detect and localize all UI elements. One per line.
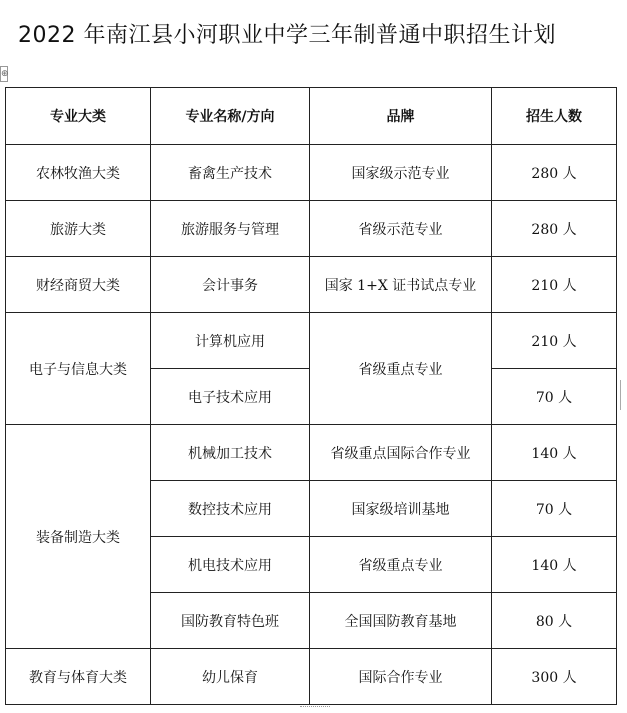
brand-cell: 国家级示范专业 xyxy=(310,145,492,201)
count-cell: 210 人 xyxy=(492,257,617,313)
category-cell: 旅游大类 xyxy=(6,201,151,257)
major-cell: 数控技术应用 xyxy=(151,481,310,537)
major-cell: 机械加工技术 xyxy=(151,425,310,481)
enrollment-plan-table xyxy=(5,87,617,705)
side-resize-handle[interactable] xyxy=(620,380,627,410)
table-row xyxy=(6,145,617,201)
table-anchor-icon[interactable]: ⊕ xyxy=(0,66,8,82)
table-row xyxy=(6,425,617,481)
header-count: 招生人数 xyxy=(492,88,617,145)
count-cell: 80 人 xyxy=(492,593,617,649)
brand-cell: 省级重点国际合作专业 xyxy=(310,425,492,481)
bottom-resize-handle[interactable] xyxy=(300,706,330,707)
header-category: 专业大类 xyxy=(6,88,151,145)
category-cell: 教育与体育大类 xyxy=(6,649,151,705)
table-row xyxy=(6,201,617,257)
category-cell: 农林牧渔大类 xyxy=(6,145,151,201)
count-cell: 300 人 xyxy=(492,649,617,705)
count-cell: 70 人 xyxy=(492,369,617,425)
brand-cell: 国家 1+X 证书试点专业 xyxy=(310,257,492,313)
count-cell: 70 人 xyxy=(492,481,617,537)
brand-cell: 省级重点专业 xyxy=(310,313,492,425)
count-cell: 280 人 xyxy=(492,201,617,257)
count-cell: 140 人 xyxy=(492,537,617,593)
major-cell: 会计事务 xyxy=(151,257,310,313)
table-row xyxy=(6,257,617,313)
category-cell: 电子与信息大类 xyxy=(6,313,151,425)
table-header-row xyxy=(6,88,617,145)
brand-cell: 全国国防教育基地 xyxy=(310,593,492,649)
brand-cell: 省级重点专业 xyxy=(310,537,492,593)
category-cell: 财经商贸大类 xyxy=(6,257,151,313)
document-title: 2022 年南江县小河职业中学三年制普通中职招生计划 xyxy=(18,23,556,48)
count-cell: 210 人 xyxy=(492,313,617,369)
major-cell: 畜禽生产技术 xyxy=(151,145,310,201)
table-row xyxy=(6,313,617,369)
brand-cell: 国家级培训基地 xyxy=(310,481,492,537)
category-cell: 装备制造大类 xyxy=(6,425,151,649)
major-cell: 幼儿保育 xyxy=(151,649,310,705)
brand-cell: 省级示范专业 xyxy=(310,201,492,257)
brand-cell: 国际合作专业 xyxy=(310,649,492,705)
major-cell: 计算机应用 xyxy=(151,313,310,369)
major-cell: 旅游服务与管理 xyxy=(151,201,310,257)
major-cell: 国防教育特色班 xyxy=(151,593,310,649)
header-major: 专业名称/方向 xyxy=(151,88,310,145)
major-cell: 机电技术应用 xyxy=(151,537,310,593)
major-cell: 电子技术应用 xyxy=(151,369,310,425)
count-cell: 140 人 xyxy=(492,425,617,481)
count-cell: 280 人 xyxy=(492,145,617,201)
table-row xyxy=(6,649,617,705)
header-brand: 品牌 xyxy=(310,88,492,145)
